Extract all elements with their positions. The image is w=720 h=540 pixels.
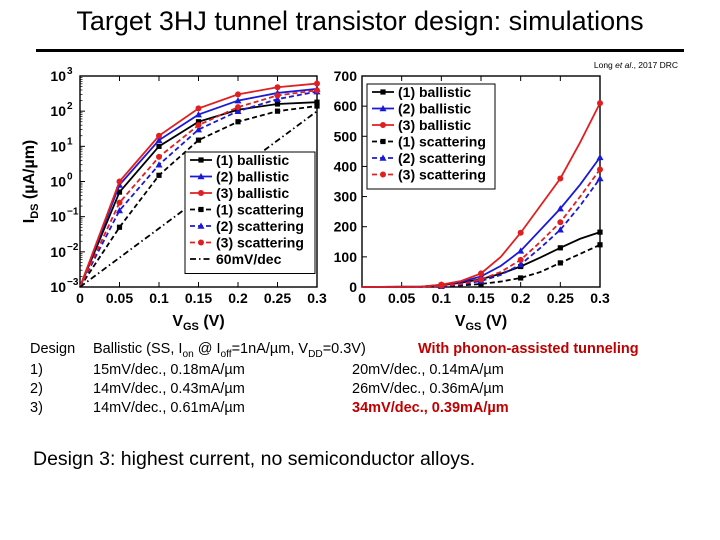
y-tick-label: 300: [333, 188, 357, 205]
header-sub-off: off: [220, 348, 232, 360]
data-point: [597, 175, 604, 181]
y-tick-exponent: 2: [67, 101, 73, 113]
legend-marker: [198, 240, 204, 246]
x-tick-label: 0.1: [431, 290, 452, 306]
header-design: Design: [30, 341, 76, 357]
y-axis-label: $I_{DS}$ (µA/µm): [21, 139, 41, 224]
y-tick-exponent: 1: [67, 136, 73, 148]
data-point: [156, 173, 161, 178]
data-point: [156, 144, 161, 149]
x-tick-label: 0: [76, 290, 84, 306]
data-point: [518, 275, 523, 280]
y-tick-label: 200: [333, 218, 357, 235]
row-2-ballistic: 14mV/dec., 0.43mA/µm: [93, 381, 245, 397]
y-tick-label: 10: [50, 103, 66, 120]
y-tick-label: 10: [50, 173, 66, 190]
x-axis-label: $V_{GS}$ (V): [172, 313, 225, 333]
data-point: [597, 100, 603, 106]
legend-label: (1) scattering: [216, 201, 304, 218]
header-cond-text: =1nA/µm, V: [231, 341, 309, 357]
data-point: [196, 122, 202, 128]
legend-marker: [380, 139, 385, 144]
data-point: [117, 179, 123, 185]
x-tick-label: 0.3: [590, 290, 610, 306]
x-tick-label: 0.1: [149, 290, 169, 306]
x-tick-label: 0.25: [263, 290, 292, 306]
legend-label: (3) scattering: [398, 166, 486, 183]
row-3-phonon: 34mV/dec., 0.39mA/µm: [352, 400, 509, 416]
data-point: [597, 242, 602, 247]
header-end-text: =0.3V): [322, 341, 366, 357]
citation-authors: Long: [593, 60, 616, 70]
y-tick-label: 10: [50, 68, 66, 84]
header-at-text: @ I: [193, 341, 221, 357]
row-1-ballistic: 15mV/dec., 0.18mA/µm: [93, 362, 245, 378]
table-header-row: [30, 341, 75, 357]
y-tick-label: 700: [333, 68, 357, 84]
data-point: [558, 260, 563, 265]
data-point: [196, 105, 202, 111]
y-tick-exponent: −2: [67, 241, 79, 253]
data-point: [156, 133, 162, 139]
log-iv-chart: [21, 66, 327, 333]
header-sub-on: on: [182, 348, 194, 360]
conclusion-text: Design 3: highest current, no semiconductor alloys.: [33, 448, 476, 470]
legend-label: (2) ballistic: [398, 100, 472, 117]
header-ballistic: [93, 341, 366, 360]
y-tick-label: 10: [50, 279, 66, 295]
linear-iv-chart: [334, 68, 610, 333]
legend-marker: [198, 190, 204, 196]
y-tick-label: 400: [333, 158, 357, 175]
x-tick-label: 0.05: [388, 290, 416, 306]
legend-label: (1) ballistic: [216, 152, 290, 168]
data-point: [518, 257, 524, 263]
data-point: [558, 245, 563, 250]
data-point: [196, 138, 201, 143]
data-point: [117, 225, 122, 230]
data-point: [156, 154, 162, 160]
data-point: [235, 119, 240, 124]
x-tick-label: 0.3: [307, 290, 327, 306]
data-point: [275, 92, 281, 98]
x-tick-label: 0.2: [228, 290, 248, 306]
data-point: [597, 154, 604, 160]
x-tick-label: 0.15: [467, 290, 495, 306]
legend-marker: [380, 89, 385, 94]
data-point: [314, 87, 320, 93]
row-1-design: 1): [30, 362, 43, 378]
data-point: [117, 200, 123, 206]
header-sub-dd: DD: [308, 348, 323, 360]
legend-label: (3) ballistic: [216, 185, 290, 201]
y-tick-exponent: 3: [67, 66, 73, 77]
y-tick-exponent: −1: [67, 206, 79, 218]
data-point: [275, 109, 280, 114]
data-point: [557, 175, 563, 181]
data-point: [478, 270, 484, 276]
y-tick-exponent: 0: [67, 171, 73, 183]
legend-label: (2) ballistic: [216, 168, 290, 185]
data-point: [235, 104, 241, 110]
legend-marker: [380, 122, 386, 128]
legend-label: (3) scattering: [216, 234, 304, 251]
x-tick-label: 0.15: [184, 290, 213, 306]
x-tick-label: 0.05: [105, 290, 134, 306]
data-point: [275, 84, 281, 90]
row-2-phonon: 26mV/dec., 0.36mA/µm: [352, 381, 504, 397]
header-ballistic-text: Ballistic (SS, I: [93, 341, 183, 357]
row-3-ballistic: 14mV/dec., 0.61mA/µm: [93, 400, 245, 416]
y-tick-label: 0: [349, 279, 357, 295]
slide-title: Target 3HJ tunnel transistor design: simulations: [76, 6, 644, 36]
legend-label: (2) scattering: [398, 150, 486, 166]
citation-etal: et al: [615, 60, 632, 70]
data-point: [438, 283, 444, 289]
legend-label: (1) ballistic: [398, 84, 472, 100]
data-point: [478, 276, 484, 282]
y-tick-label: 100: [333, 248, 357, 265]
legend-marker: [198, 207, 203, 212]
data-point: [235, 91, 241, 97]
data-point: [314, 81, 320, 87]
citation-rest: ., 2017 DRC: [631, 60, 678, 70]
y-tick-exponent: −3: [67, 277, 79, 288]
data-point: [275, 101, 280, 106]
y-tick-label: 500: [333, 128, 357, 145]
legend-label: (1) scattering: [398, 133, 486, 150]
data-point: [156, 161, 163, 167]
row-1-phonon: 20mV/dec., 0.14mA/µm: [352, 362, 504, 378]
x-tick-label: 0.25: [546, 290, 574, 306]
legend-marker: [198, 157, 203, 162]
y-tick-label: 10: [50, 243, 66, 260]
header-phonon: With phonon-assisted tunneling: [418, 341, 639, 357]
data-point: [518, 230, 524, 236]
legend-marker: [380, 172, 386, 178]
data-point: [314, 103, 319, 108]
legend-label: 60mV/dec: [216, 251, 282, 267]
y-tick-label: 10: [50, 138, 66, 155]
data-point: [597, 230, 602, 235]
row-3-design: 3): [30, 400, 43, 416]
x-tick-label: 0: [358, 290, 366, 306]
x-tick-label: 0.2: [510, 290, 531, 306]
row-2-design: 2): [30, 381, 43, 397]
x-axis-label: $V_{GS}$ (V): [454, 313, 508, 333]
data-point: [597, 166, 603, 172]
legend-label: (2) scattering: [216, 218, 304, 234]
y-tick-label: 600: [333, 98, 357, 115]
legend-label: (3) ballistic: [398, 117, 472, 133]
y-tick-label: 10: [50, 208, 66, 225]
data-point: [557, 219, 563, 225]
